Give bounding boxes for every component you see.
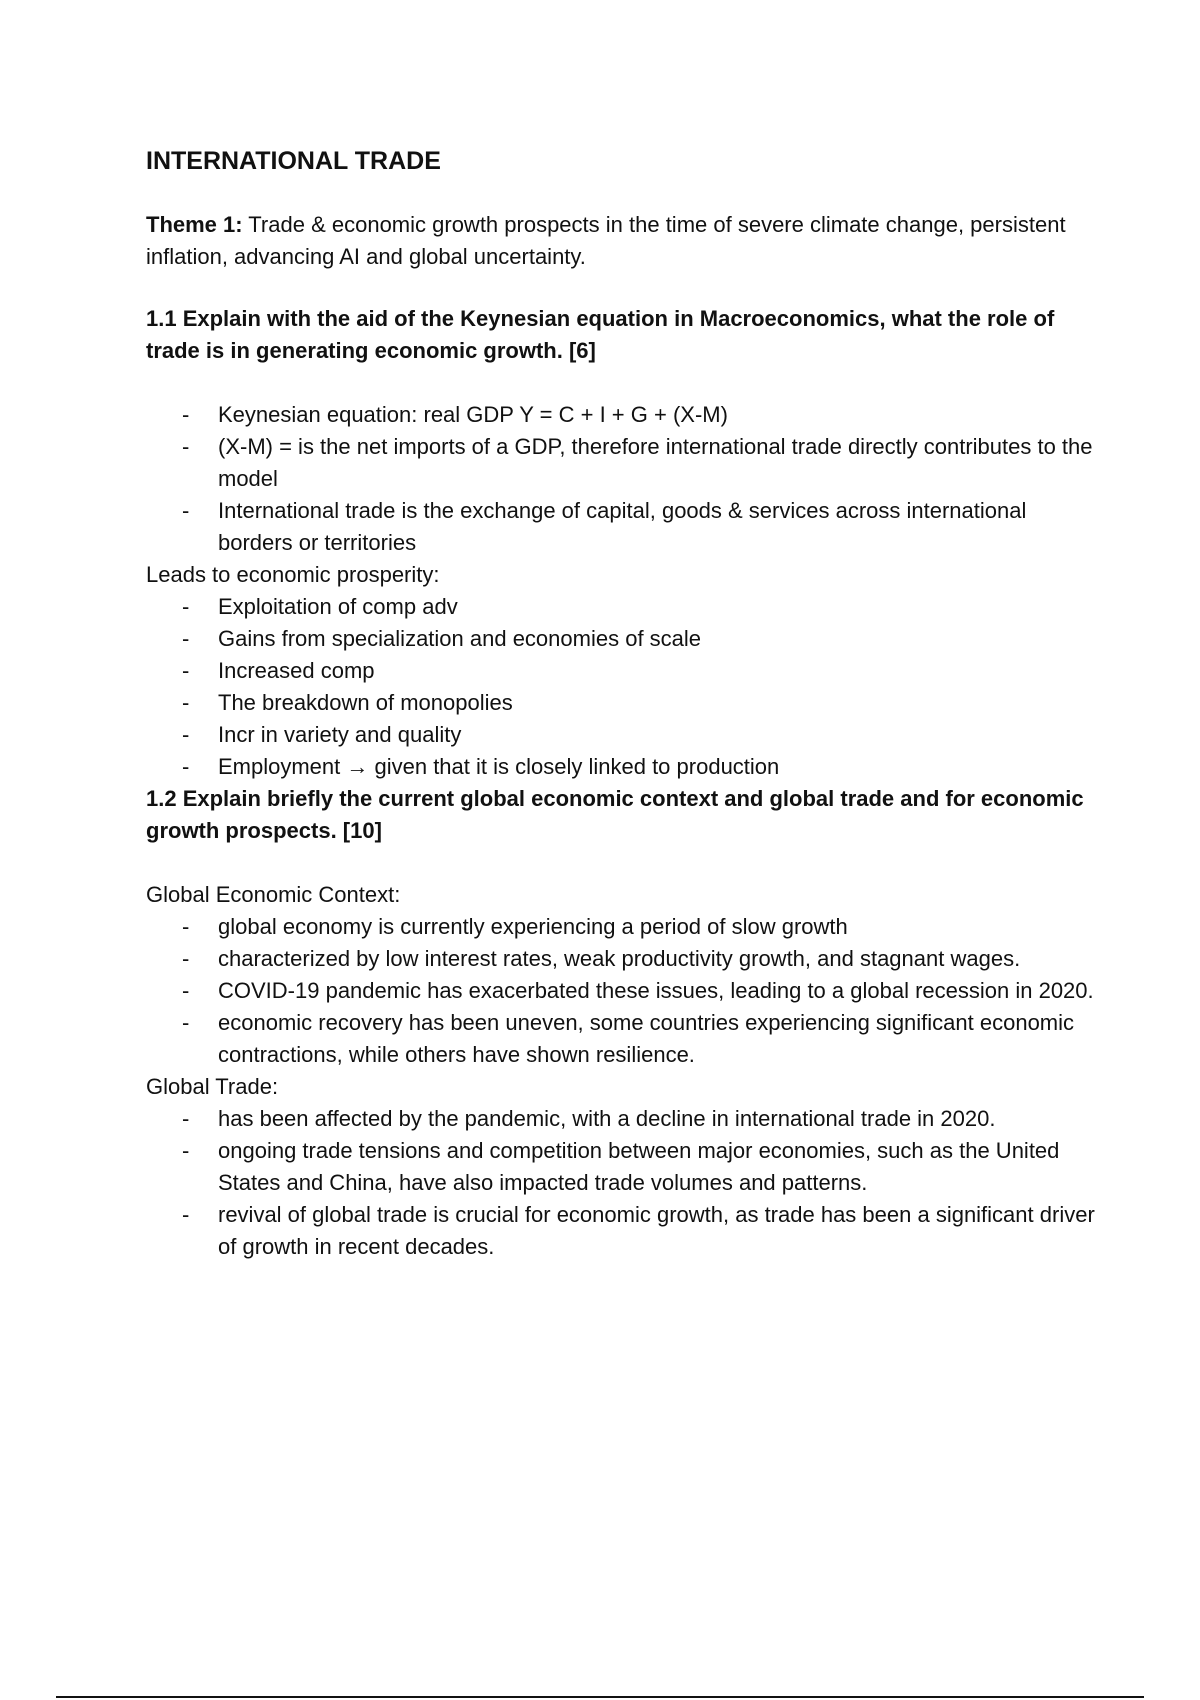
context-bullet-list [146, 911, 1106, 1071]
dash-bullet-icon: - [182, 978, 190, 1003]
page-title: INTERNATIONAL TRADE [146, 147, 441, 175]
list-item: - ongoing trade tensions and competition between major economies, such as the United States and China, have also impacted trade volumes and patterns. [146, 1135, 1106, 1199]
question-1-2-heading: 1.2 Explain briefly the current global economic context and global trade and for economic growth prospects. [10] [146, 786, 1084, 843]
theme-label: Theme 1: [146, 212, 243, 237]
keynesian-bullet-list [146, 399, 1106, 559]
list-item: - Gains from specialization and economies of scale [146, 623, 1106, 655]
list-item: - has been affected by the pandemic, with a decline in international trade in 2020. [146, 1103, 1106, 1135]
list-item: - COVID-19 pandemic has exacerbated these issues, leading to a global recession in 2020. [146, 975, 1106, 1007]
dash-bullet-icon: - [182, 946, 190, 971]
dash-bullet-icon: - [182, 402, 190, 427]
list-item: - Incr in variety and quality [146, 719, 1106, 751]
dash-bullet-icon: - [182, 754, 190, 779]
theme-statement [146, 209, 1106, 273]
dash-bullet-icon: - [182, 722, 190, 747]
dash-bullet-icon: - [182, 434, 190, 459]
question-1-1-heading: 1.1 Explain with the aid of the Keynesian equation in Macroeconomics, what the role of trade is in generating economic growth. [6] [146, 306, 1055, 363]
dash-bullet-icon: - [182, 914, 190, 939]
list-item: - (X-M) = is the net imports of a GDP, therefore international trade directly contributes to the model [146, 431, 1106, 495]
list-item: - global economy is currently experiencing a period of slow growth [146, 911, 1106, 943]
list-item: - characterized by low interest rates, weak productivity growth, and stagnant wages. [146, 943, 1106, 975]
dash-bullet-icon: - [182, 1010, 190, 1035]
list-item: - Employment → given that it is closely linked to production [146, 751, 1106, 783]
list-item: - revival of global trade is crucial for economic growth, as trade has been a significant driver of growth in recent decades. [146, 1199, 1106, 1263]
dash-bullet-icon: - [182, 1202, 190, 1227]
document-content [146, 145, 1106, 1263]
dash-bullet-icon: - [182, 690, 190, 715]
global-economic-context-label: Global Economic Context: [146, 882, 401, 907]
theme-text: Trade & economic growth prospects in the time of severe climate change, persistent inflation, advancing AI and global uncertainty. [146, 212, 1066, 269]
prosperity-bullet-list [146, 591, 1106, 783]
dash-bullet-icon: - [182, 658, 190, 683]
global-trade-label: Global Trade: [146, 1074, 279, 1099]
dash-bullet-icon: - [182, 1106, 190, 1131]
trade-bullet-list [146, 1103, 1106, 1263]
dash-bullet-icon: - [182, 594, 190, 619]
list-item: - The breakdown of monopolies [146, 687, 1106, 719]
list-item: - Keynesian equation: real GDP Y = C + I + G + (X-M) [146, 399, 1106, 431]
list-item: - Exploitation of comp adv [146, 591, 1106, 623]
list-item: - economic recovery has been uneven, some countries experiencing significant economic contractions, while others have shown resilience. [146, 1007, 1106, 1071]
dash-bullet-icon: - [182, 1138, 190, 1163]
dash-bullet-icon: - [182, 498, 190, 523]
list-item: - Increased comp [146, 655, 1106, 687]
dash-bullet-icon: - [182, 626, 190, 651]
list-item: - International trade is the exchange of capital, goods & services across international borders or territories [146, 495, 1106, 559]
footer-divider [56, 1696, 1144, 1698]
prosperity-label: Leads to economic prosperity: [146, 562, 440, 587]
